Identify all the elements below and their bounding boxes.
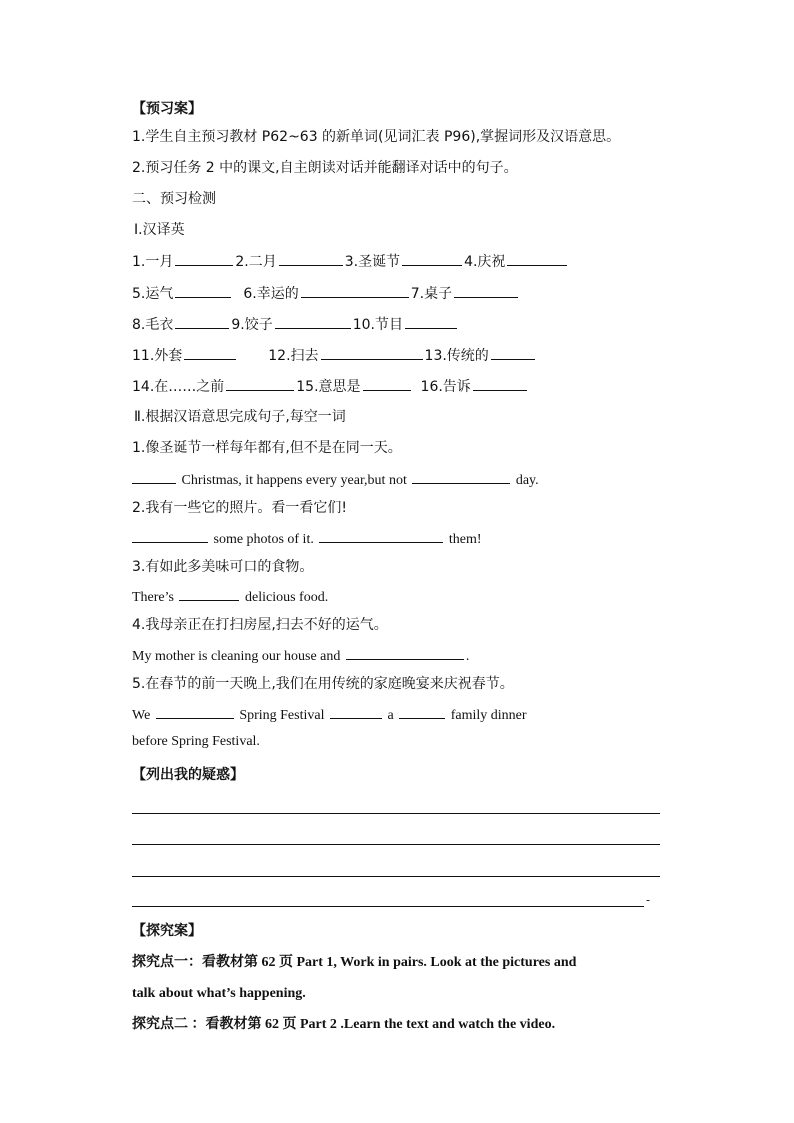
vocab-item: 15.意思是 [296, 379, 361, 395]
sentence-text: We [132, 708, 151, 723]
sentence-text: a [387, 708, 394, 723]
sentence-text: There’s [132, 590, 174, 605]
vocab-item: 5.运气 [132, 286, 174, 302]
vocab-item: 10.节目 [352, 317, 403, 333]
sentence-text: family dinner [450, 708, 527, 723]
vocab-item: 12.扫去 [268, 348, 319, 364]
vocab-row-4 [132, 346, 537, 365]
vocab-item: 9.饺子 [231, 317, 273, 333]
answer-blank[interactable] [175, 315, 229, 329]
answer-blank[interactable] [179, 587, 239, 601]
sentence-5-en [132, 705, 527, 725]
part1-title: Ⅰ.汉译英 [134, 222, 185, 238]
doubts-heading: 【列出我的疑惑】 [132, 767, 244, 783]
answer-blank[interactable] [412, 470, 510, 484]
answer-blank[interactable] [330, 705, 382, 719]
writing-line[interactable] [132, 876, 660, 877]
answer-blank[interactable] [132, 529, 208, 543]
vocab-item: 4.庆祝 [464, 254, 506, 270]
answer-blank[interactable] [473, 377, 527, 391]
vocab-row-5 [132, 377, 529, 396]
answer-blank[interactable] [275, 315, 351, 329]
sentence-5-en-cont: before Spring Festival. [132, 734, 260, 749]
vocab-item: 11.外套 [132, 348, 183, 364]
answer-blank[interactable] [405, 315, 457, 329]
vocab-item: 1.一月 [132, 254, 174, 270]
preview-task-1: 1.学生自主预习教材 P62~63 的新单词(见词汇表 P96),掌握词形及汉语意思。 [132, 129, 621, 145]
answer-blank[interactable] [363, 377, 411, 391]
answer-blank[interactable] [507, 252, 567, 266]
explore-point-1-line-2: talk about what’s happening. [132, 986, 306, 1001]
answer-blank[interactable] [491, 346, 535, 360]
vocab-item: 7.桌子 [410, 286, 453, 302]
explore-point-1-line-1: 探究点一：看教材第 62 页 Part 1, Work in pairs. Look at the pictures and [132, 955, 577, 970]
answer-blank[interactable] [175, 284, 231, 298]
answer-blank[interactable] [399, 705, 445, 719]
sentence-text: them! [448, 532, 482, 547]
sentence-4-zh: 4.我母亲正在打扫房屋,扫去不好的运气。 [132, 617, 388, 633]
sentence-text: My mother is cleaning our house and [132, 649, 341, 664]
answer-blank[interactable] [156, 705, 234, 719]
answer-blank[interactable] [346, 646, 464, 660]
sentence-4-en [132, 646, 469, 666]
vocab-row-3 [132, 315, 459, 334]
sentence-text: Christmas, it happens every year,but not [181, 473, 407, 488]
sentence-3-zh: 3.有如此多美味可口的食物。 [132, 559, 314, 575]
vocab-item: 13.传统的 [424, 348, 489, 364]
sentence-text: Spring Festival [239, 708, 325, 723]
vocab-item: 16.告诉 [420, 379, 471, 395]
sentence-5-zh: 5.在春节的前一天晚上,我们在用传统的家庭晚宴来庆祝春节。 [132, 676, 514, 692]
preview-task-2: 2.预习任务 2 中的课文,自主朗读对话并能翻译对话中的句子。 [132, 160, 518, 176]
sentence-1-zh: 1.像圣诞节一样每年都有,但不是在同一天。 [132, 440, 402, 456]
end-mark: - [646, 893, 651, 907]
answer-blank[interactable] [454, 284, 518, 298]
answer-blank[interactable] [279, 252, 343, 266]
vocab-item: 8.毛衣 [132, 317, 174, 333]
vocab-item: 14.在……之前 [132, 379, 225, 395]
writing-line[interactable] [132, 906, 644, 907]
explore-point-2: 探究点二 ：看教材第 62 页 Part 2 .Learn the text and watch the video. [132, 1017, 556, 1032]
sentence-text: day. [515, 473, 539, 488]
preview-heading: 【预习案】 [132, 101, 202, 117]
answer-blank[interactable] [402, 252, 462, 266]
answer-blank[interactable] [301, 284, 409, 298]
answer-blank[interactable] [226, 377, 294, 391]
part2-title: Ⅱ.根据汉语意思完成句子,每空一词 [134, 409, 346, 425]
sentence-1-en [132, 470, 539, 490]
sentence-2-zh: 2.我有一些它的照片。看一看它们! [132, 500, 347, 516]
sentence-2-en [132, 529, 482, 549]
vocab-item: 3.圣诞节 [344, 254, 401, 270]
answer-blank[interactable] [184, 346, 236, 360]
writing-line[interactable] [132, 844, 660, 845]
answer-blank[interactable] [321, 346, 423, 360]
answer-blank[interactable] [175, 252, 233, 266]
writing-line[interactable] [132, 813, 660, 814]
sentence-3-en [132, 587, 328, 607]
answer-blank[interactable] [132, 470, 176, 484]
check-heading: 二、预习检测 [132, 191, 216, 207]
vocab-item: 2.二月 [235, 254, 277, 270]
sentence-text: . [465, 649, 470, 664]
vocab-row-2 [132, 284, 520, 303]
vocab-row-1 [132, 252, 569, 271]
explore-heading: 【探究案】 [132, 923, 202, 939]
sentence-text: delicious food. [244, 590, 329, 605]
sentence-text: some photos of it. [213, 532, 314, 547]
answer-blank[interactable] [319, 529, 443, 543]
vocab-item: 6.幸运的 [243, 286, 299, 302]
